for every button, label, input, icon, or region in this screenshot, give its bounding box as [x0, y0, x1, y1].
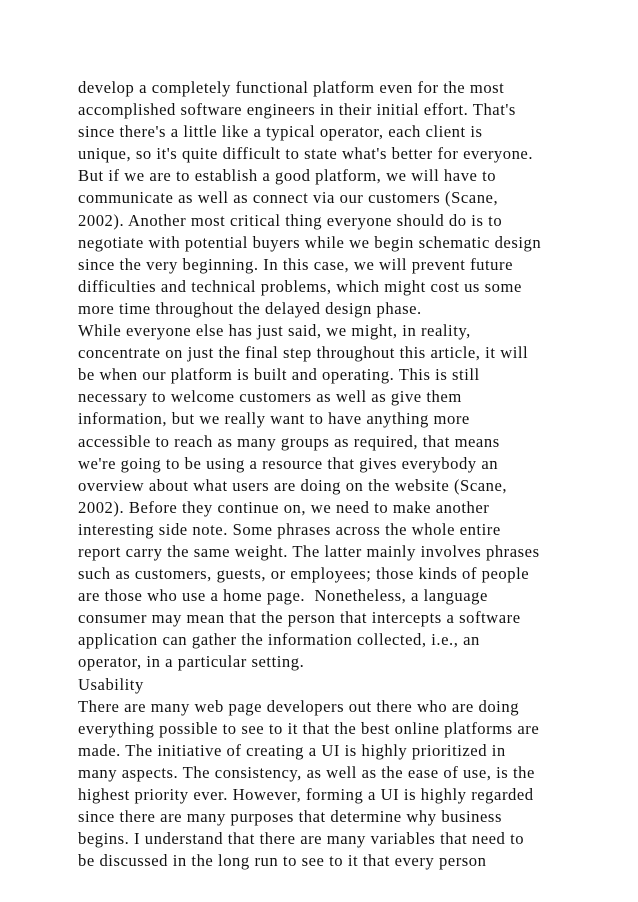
- text-line: begins. I understand that there are many variables that need to: [78, 829, 525, 849]
- text-line: since there are many purposes that determine why business: [78, 807, 502, 827]
- text-line: everything possible to see to it that the best online platforms are: [78, 718, 540, 738]
- text-line: concentrate on just the final step throughout this article, it will: [78, 343, 529, 363]
- text-line: accomplished software engineers in their initial effort. That's: [78, 100, 516, 120]
- text-line: made. The initiative of creating a UI is highly prioritized in: [78, 740, 506, 760]
- text-line: information, but we really want to have anything more: [78, 409, 470, 429]
- text-line: many aspects. The consistency, as well as the ease of use, is the: [78, 762, 535, 782]
- text-line: But if we are to establish a good platform, we will have to: [78, 166, 497, 186]
- text-line: unique, so it's quite difficult to state what's better for everyone.: [78, 144, 534, 164]
- text-line: be discussed in the long run to see to it that every person: [78, 851, 487, 871]
- text-line: necessary to welcome customers as well as give them: [78, 387, 462, 407]
- text-line: negotiate with potential buyers while we begin schematic design: [78, 232, 542, 252]
- text-line: communicate as well as connect via our customers (Scane,: [78, 188, 499, 208]
- text-line: are those who use a home page. Nonetheless, a language: [78, 586, 488, 606]
- text-line: operator, in a particular setting.: [78, 652, 305, 672]
- section-heading: Usability: [78, 674, 144, 694]
- text-line: more time throughout the delayed design phase.: [78, 298, 422, 318]
- text-line: such as customers, guests, or employees; those kinds of people: [78, 564, 530, 584]
- text-line: difficulties and technical problems, which might cost us some: [78, 276, 522, 296]
- text-line: 2002). Another most critical thing everyone should do is to: [78, 210, 503, 230]
- text-line: 2002). Before they continue on, we need to make another: [78, 497, 490, 517]
- text-line: interesting side note. Some phrases across the whole entire: [78, 519, 501, 539]
- text-line: There are many web page developers out there who are doing: [78, 696, 520, 716]
- text-line: application can gather the information collected, i.e., an: [78, 630, 480, 650]
- text-line: since there's a little like a typical operator, each client is: [78, 122, 483, 142]
- text-line: consumer may mean that the person that intercepts a software: [78, 608, 521, 628]
- text-line: While everyone else has just said, we might, in reality,: [78, 321, 471, 341]
- text-line: be when our platform is built and operating. This is still: [78, 365, 480, 385]
- text-line: highest priority ever. However, forming a UI is highly regarded: [78, 785, 534, 804]
- text-line: develop a completely functional platform even for the most: [78, 78, 505, 97]
- text-line: accessible to reach as many groups as required, that means: [78, 431, 500, 451]
- text-line: overview about what users are doing on the website (Scane,: [78, 475, 508, 495]
- text-line: we're going to be using a resource that gives everybody an: [78, 453, 499, 473]
- document-body: [78, 77, 578, 872]
- text-line: report carry the same weight. The latter mainly involves phrases: [78, 541, 540, 561]
- text-line: since the very beginning. In this case, we will prevent future: [78, 254, 513, 274]
